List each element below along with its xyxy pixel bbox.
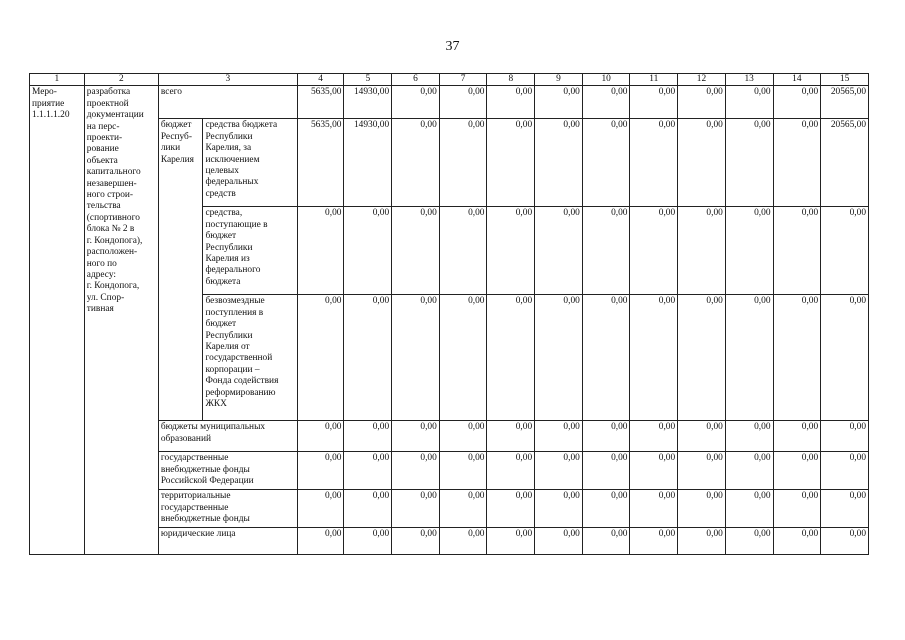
value-cell: 0,00 — [582, 528, 630, 555]
value-cell: 0,00 — [344, 295, 392, 421]
value-cell: 0,00 — [678, 86, 726, 119]
value-cell: 0,00 — [725, 207, 773, 295]
budget-table — [29, 73, 869, 555]
value-cell: 0,00 — [439, 207, 487, 295]
value-cell: 0,00 — [630, 119, 678, 207]
value-cell: 0,00 — [630, 528, 678, 555]
value-cell: 0,00 — [773, 295, 821, 421]
value-cell: 0,00 — [678, 490, 726, 528]
header-cell: 10 — [582, 74, 630, 86]
value-cell: 0,00 — [678, 421, 726, 452]
value-cell: 0,00 — [487, 452, 535, 490]
value-cell: 0,00 — [582, 490, 630, 528]
value-cell: 0,00 — [773, 207, 821, 295]
value-cell: 0,00 — [725, 86, 773, 119]
value-cell: 0,00 — [725, 452, 773, 490]
value-cell: 0,00 — [582, 86, 630, 119]
value-cell: 0,00 — [487, 490, 535, 528]
value-cell: 0,00 — [487, 119, 535, 207]
source-label-cell: государственные внебюджетные фонды Российской Федерации — [158, 452, 297, 490]
header-cell: 7 — [439, 74, 487, 86]
value-cell: 0,00 — [392, 86, 440, 119]
value-cell: 0,00 — [725, 119, 773, 207]
value-cell: 20565,00 — [821, 119, 869, 207]
value-cell: 0,00 — [630, 207, 678, 295]
value-cell: 0,00 — [344, 421, 392, 452]
source-label-cell: бюджеты муниципальных образований — [158, 421, 297, 452]
value-cell: 0,00 — [297, 207, 344, 295]
value-cell: 0,00 — [392, 421, 440, 452]
value-cell: 0,00 — [821, 295, 869, 421]
value-cell: 0,00 — [725, 421, 773, 452]
value-cell: 0,00 — [439, 86, 487, 119]
value-cell: 0,00 — [630, 421, 678, 452]
source-label-cell: средства бюджета Республики Карелия, за исключением целевых федеральных средств — [203, 119, 297, 207]
value-cell: 0,00 — [392, 490, 440, 528]
value-cell: 14930,00 — [344, 86, 392, 119]
source-label-cell: юридические лица — [158, 528, 297, 555]
header-cell: 5 — [344, 74, 392, 86]
value-cell: 0,00 — [582, 452, 630, 490]
budget-group-cell: бюджет Респуб- лики Карелия — [158, 119, 203, 421]
header-cell: 1 — [30, 74, 85, 86]
value-cell: 20565,00 — [821, 86, 869, 119]
value-cell: 0,00 — [439, 421, 487, 452]
header-cell: 13 — [725, 74, 773, 86]
value-cell: 0,00 — [439, 452, 487, 490]
value-cell: 0,00 — [773, 421, 821, 452]
value-cell: 0,00 — [487, 421, 535, 452]
value-cell: 0,00 — [344, 207, 392, 295]
value-cell: 0,00 — [535, 207, 583, 295]
value-cell: 0,00 — [678, 119, 726, 207]
value-cell: 0,00 — [392, 207, 440, 295]
value-cell: 0,00 — [630, 490, 678, 528]
source-label-cell: безвозмездные поступления в бюджет Республики Карелия от государственной корпорации – Фонда содействия реформированию ЖКХ — [203, 295, 297, 421]
value-cell: 0,00 — [582, 207, 630, 295]
value-cell: 0,00 — [821, 490, 869, 528]
value-cell: 0,00 — [582, 119, 630, 207]
value-cell: 0,00 — [678, 452, 726, 490]
value-cell: 0,00 — [487, 295, 535, 421]
value-cell: 0,00 — [297, 452, 344, 490]
value-cell: 0,00 — [773, 119, 821, 207]
value-cell: 0,00 — [535, 452, 583, 490]
value-cell: 0,00 — [535, 86, 583, 119]
value-cell: 0,00 — [392, 119, 440, 207]
value-cell: 0,00 — [773, 490, 821, 528]
value-cell: 0,00 — [725, 295, 773, 421]
header-cell: 11 — [630, 74, 678, 86]
header-cell: 3 — [158, 74, 297, 86]
value-cell: 0,00 — [678, 207, 726, 295]
value-cell: 0,00 — [297, 295, 344, 421]
value-cell: 0,00 — [821, 421, 869, 452]
value-cell: 0,00 — [535, 295, 583, 421]
value-cell: 0,00 — [439, 119, 487, 207]
header-cell: 2 — [84, 74, 158, 86]
table-row — [30, 86, 869, 119]
page-number: 37 — [445, 39, 460, 54]
source-label-cell: всего — [158, 86, 297, 119]
header-row — [30, 74, 869, 86]
value-cell: 0,00 — [344, 490, 392, 528]
header-cell: 15 — [821, 74, 869, 86]
value-cell: 0,00 — [678, 528, 726, 555]
value-cell: 0,00 — [630, 452, 678, 490]
value-cell: 0,00 — [392, 452, 440, 490]
value-cell: 0,00 — [582, 421, 630, 452]
value-cell: 0,00 — [535, 421, 583, 452]
value-cell: 0,00 — [392, 528, 440, 555]
value-cell: 0,00 — [725, 490, 773, 528]
header-cell: 6 — [392, 74, 440, 86]
value-cell: 0,00 — [487, 528, 535, 555]
value-cell: 14930,00 — [344, 119, 392, 207]
value-cell: 0,00 — [297, 528, 344, 555]
value-cell: 0,00 — [439, 528, 487, 555]
value-cell: 0,00 — [439, 295, 487, 421]
value-cell: 5635,00 — [297, 119, 344, 207]
header-cell: 4 — [297, 74, 344, 86]
value-cell: 0,00 — [487, 207, 535, 295]
value-cell: 0,00 — [630, 295, 678, 421]
value-cell: 5635,00 — [297, 86, 344, 119]
value-cell: 0,00 — [773, 528, 821, 555]
value-cell: 0,00 — [678, 295, 726, 421]
value-cell: 0,00 — [439, 490, 487, 528]
value-cell: 0,00 — [821, 207, 869, 295]
header-cell: 14 — [773, 74, 821, 86]
value-cell: 0,00 — [630, 86, 678, 119]
value-cell: 0,00 — [344, 528, 392, 555]
header-cell: 9 — [535, 74, 583, 86]
value-cell: 0,00 — [535, 490, 583, 528]
value-cell: 0,00 — [821, 528, 869, 555]
header-cell: 8 — [487, 74, 535, 86]
value-cell: 0,00 — [725, 528, 773, 555]
value-cell: 0,00 — [535, 528, 583, 555]
source-label-cell: средства, поступающие в бюджет Республики Карелия из федерального бюджета — [203, 207, 297, 295]
value-cell: 0,00 — [297, 490, 344, 528]
value-cell: 0,00 — [773, 86, 821, 119]
source-label-cell: территориальные государственные внебюджетные фонды — [158, 490, 297, 528]
value-cell: 0,00 — [535, 119, 583, 207]
header-cell: 12 — [678, 74, 726, 86]
value-cell: 0,00 — [297, 421, 344, 452]
value-cell: 0,00 — [821, 452, 869, 490]
value-cell: 0,00 — [773, 452, 821, 490]
value-cell: 0,00 — [582, 295, 630, 421]
activity-description-cell: разработка проектной документации на перс- проекти- рование объекта капитального незавершен- ного строи- тельства (спортивного блока № 2 в г. Кондопога), расположен- ного по адресу: г. Кондопога, ул. Спор- тивная — [84, 86, 158, 555]
activity-code-cell: Меро- приятие 1.1.1.1.20 — [30, 86, 85, 555]
value-cell: 0,00 — [392, 295, 440, 421]
value-cell: 0,00 — [487, 86, 535, 119]
value-cell: 0,00 — [344, 452, 392, 490]
